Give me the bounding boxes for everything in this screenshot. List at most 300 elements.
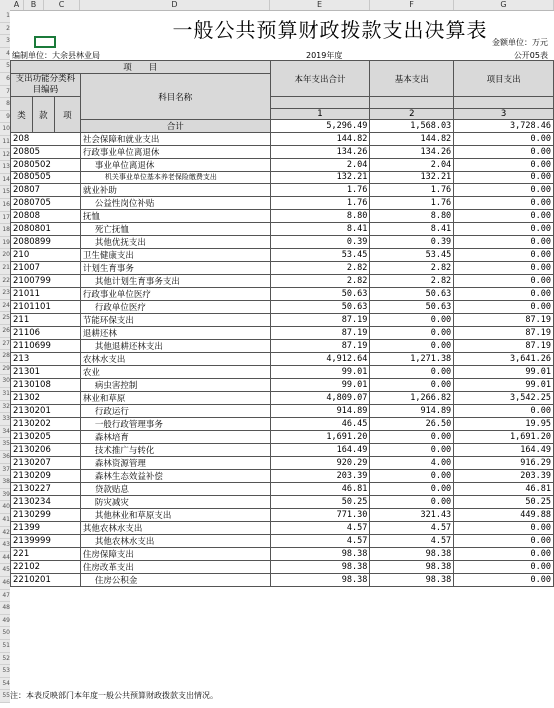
amount-basic[interactable]: 50.63 <box>370 287 454 300</box>
header-code-group[interactable]: 支出功能分类科目编码 <box>11 74 81 97</box>
table-row[interactable] <box>11 469 554 482</box>
amount-project[interactable]: 0.00 <box>454 172 554 184</box>
table-row[interactable] <box>11 235 554 248</box>
amount-basic[interactable]: 4.57 <box>370 521 454 534</box>
amount-basic[interactable]: 1,266.82 <box>370 391 454 404</box>
amount-total[interactable]: 0.39 <box>270 235 370 248</box>
org-label: 编制单位：大余县林业局 <box>12 51 100 60</box>
subject-code[interactable]: 221 <box>11 547 81 560</box>
amount-project[interactable]: 0.00 <box>454 222 554 235</box>
amount-project[interactable]: 0.00 <box>454 183 554 196</box>
amount-total[interactable]: 4,809.07 <box>270 391 370 404</box>
column-header-d[interactable]: D <box>80 0 270 10</box>
header-basic[interactable]: 基本支出 <box>370 61 454 97</box>
row-header[interactable]: 21 <box>0 262 10 275</box>
subject-code[interactable]: 2130299 <box>11 508 81 521</box>
amount-total[interactable]: 914.89 <box>270 404 370 417</box>
subject-name[interactable]: 其他优抚支出 <box>80 235 270 248</box>
table-row[interactable] <box>11 222 554 235</box>
amount-basic[interactable]: 53.45 <box>370 248 454 261</box>
subject-code[interactable]: 2130209 <box>11 469 81 482</box>
amount-project[interactable]: 164.49 <box>454 443 554 456</box>
subject-name[interactable]: 森林培育 <box>80 430 270 443</box>
footnote: 注：本表反映部门本年度一般公共预算财政拨款支出情况。 <box>10 691 218 700</box>
subject-name[interactable]: 其他计划生育事务支出 <box>80 274 270 287</box>
subject-name[interactable]: 森林资源管理 <box>80 456 270 469</box>
row-header[interactable]: 31 <box>0 388 10 401</box>
amount-project[interactable]: 0.00 <box>454 133 554 146</box>
subject-name[interactable]: 退耕还林 <box>80 326 270 339</box>
amount-total[interactable]: 1.76 <box>270 196 370 209</box>
subject-name[interactable]: 行政单位医疗 <box>80 300 270 313</box>
worksheet[interactable] <box>10 10 554 708</box>
amount-total[interactable]: 50.63 <box>270 300 370 313</box>
subject-code[interactable]: 2080899 <box>11 235 81 248</box>
amount-basic[interactable]: 8.80 <box>370 209 454 222</box>
active-cell-selection[interactable] <box>34 36 56 48</box>
table-row[interactable] <box>11 313 554 326</box>
column-header-f[interactable]: F <box>370 0 454 10</box>
expenditure-table <box>10 60 554 587</box>
row-header[interactable]: 34 <box>0 426 10 439</box>
subject-code[interactable]: 21106 <box>11 326 81 339</box>
row-header[interactable]: 23 <box>0 287 10 300</box>
subject-code[interactable]: 2130227 <box>11 482 81 495</box>
table-row[interactable] <box>11 146 554 159</box>
subject-code[interactable]: 20808 <box>11 209 81 222</box>
column-header-g[interactable]: G <box>454 0 554 10</box>
amount-basic[interactable]: 8.41 <box>370 222 454 235</box>
table-row[interactable] <box>11 560 554 573</box>
row-header[interactable]: 41 <box>0 514 10 527</box>
subject-name[interactable]: 节能环保支出 <box>80 313 270 326</box>
amount-basic[interactable]: 98.38 <box>370 547 454 560</box>
amount-project[interactable]: 1,691.20 <box>454 430 554 443</box>
subject-code[interactable]: 213 <box>11 352 81 365</box>
amount-project[interactable]: 50.25 <box>454 495 554 508</box>
amount-project[interactable]: 449.88 <box>454 508 554 521</box>
amount-total[interactable]: 99.01 <box>270 378 370 391</box>
amount-basic[interactable]: 2.82 <box>370 274 454 287</box>
subject-name[interactable]: 其他农林水支出 <box>80 521 270 534</box>
amount-basic[interactable]: 144.82 <box>370 133 454 146</box>
subject-name[interactable]: 其他林业和草原支出 <box>80 508 270 521</box>
header-item-group[interactable]: 项 目 <box>11 61 271 74</box>
amount-basic[interactable]: 1.76 <box>370 196 454 209</box>
row-header[interactable]: 33 <box>0 413 10 426</box>
amount-project[interactable]: 0.00 <box>454 274 554 287</box>
row-header[interactable]: 48 <box>0 602 10 615</box>
amount-project[interactable]: 0.00 <box>454 521 554 534</box>
amount-total[interactable]: 98.38 <box>270 547 370 560</box>
row-header[interactable]: 2 <box>0 23 10 36</box>
subject-name[interactable]: 机关事业单位基本养老保险缴费支出 <box>80 172 270 184</box>
amount-project[interactable]: 0.00 <box>454 404 554 417</box>
report-title: 一般公共预算财政拨款支出决算表 <box>172 18 488 42</box>
amount-basic[interactable]: 321.43 <box>370 508 454 521</box>
row-header[interactable]: 19 <box>0 237 10 250</box>
table-row[interactable] <box>11 404 554 417</box>
subject-name[interactable]: 计划生育事务 <box>80 261 270 274</box>
row-header[interactable]: 7 <box>0 86 10 99</box>
amount-total[interactable]: 4.57 <box>270 534 370 547</box>
subject-name[interactable]: 贷款贴息 <box>80 482 270 495</box>
subject-name[interactable]: 住房保障支出 <box>80 547 270 560</box>
amount-basic[interactable]: 1,271.38 <box>370 352 454 365</box>
subject-code[interactable]: 208 <box>11 133 81 146</box>
amount-basic[interactable]: 0.00 <box>370 495 454 508</box>
row-header[interactable]: 14 <box>0 174 10 187</box>
table-row[interactable] <box>11 172 554 184</box>
row-header[interactable]: 37 <box>0 464 10 477</box>
subject-name[interactable]: 林业和草原 <box>80 391 270 404</box>
subject-name[interactable]: 技术推广与转化 <box>80 443 270 456</box>
subject-code[interactable]: 21302 <box>11 391 81 404</box>
amount-total[interactable]: 99.01 <box>270 365 370 378</box>
amount-basic[interactable]: 132.21 <box>370 172 454 184</box>
amount-basic[interactable]: 98.38 <box>370 560 454 573</box>
subject-code[interactable]: 210 <box>11 248 81 261</box>
row-header[interactable]: 6 <box>0 73 10 86</box>
amount-project[interactable]: 0.00 <box>454 235 554 248</box>
amount-project[interactable]: 19.95 <box>454 417 554 430</box>
amount-project[interactable]: 99.01 <box>454 378 554 391</box>
row-header[interactable]: 24 <box>0 300 10 313</box>
amount-basic[interactable]: 0.39 <box>370 235 454 248</box>
table-row[interactable] <box>11 133 554 146</box>
header-total[interactable]: 本年支出合计 <box>270 61 370 97</box>
amount-total[interactable]: 2.82 <box>270 274 370 287</box>
row-header[interactable]: 52 <box>0 653 10 666</box>
header-col2[interactable]: 2 <box>370 108 454 120</box>
amount-project[interactable]: 0.00 <box>454 300 554 313</box>
subject-name[interactable]: 事业单位离退休 <box>80 159 270 172</box>
project-sum[interactable]: 3,728.46 <box>454 120 554 133</box>
amount-total[interactable]: 98.38 <box>270 573 370 586</box>
row-header[interactable]: 12 <box>0 149 10 162</box>
amount-basic[interactable]: 0.00 <box>370 482 454 495</box>
subject-code[interactable]: 20807 <box>11 183 81 196</box>
table-row[interactable] <box>11 443 554 456</box>
amount-project[interactable]: 3,542.25 <box>454 391 554 404</box>
subject-code[interactable]: 2101101 <box>11 300 81 313</box>
amount-basic[interactable]: 0.00 <box>370 469 454 482</box>
row-header[interactable]: 5 <box>0 60 10 73</box>
row-header[interactable]: 42 <box>0 527 10 540</box>
row-header[interactable]: 50 <box>0 627 10 640</box>
subject-code[interactable]: 21399 <box>11 521 81 534</box>
subject-name[interactable]: 防灾减灾 <box>80 495 270 508</box>
subject-code[interactable]: 2080705 <box>11 196 81 209</box>
amount-total[interactable]: 203.39 <box>270 469 370 482</box>
row-header[interactable]: 36 <box>0 451 10 464</box>
amount-project[interactable]: 0.00 <box>454 560 554 573</box>
column-header-c[interactable]: C <box>44 0 80 10</box>
table-row[interactable] <box>11 352 554 365</box>
header-col1[interactable]: 1 <box>270 108 370 120</box>
table-row[interactable] <box>11 196 554 209</box>
subject-name[interactable]: 社会保障和就业支出 <box>80 133 270 146</box>
subject-code[interactable]: 2100799 <box>11 274 81 287</box>
subject-code[interactable]: 2080801 <box>11 222 81 235</box>
row-header[interactable]: 9 <box>0 111 10 124</box>
row-header[interactable]: 18 <box>0 224 10 237</box>
amount-basic[interactable]: 0.00 <box>370 378 454 391</box>
basic-sum[interactable]: 1,568.03 <box>370 120 454 133</box>
subject-name[interactable]: 住房公积金 <box>80 573 270 586</box>
amount-total[interactable]: 50.63 <box>270 287 370 300</box>
subject-name[interactable]: 行政运行 <box>80 404 270 417</box>
table-row[interactable] <box>11 183 554 196</box>
row-header[interactable]: 3 <box>0 35 10 48</box>
amount-basic[interactable]: 0.00 <box>370 313 454 326</box>
row-header[interactable]: 51 <box>0 640 10 653</box>
subject-code[interactable]: 2130201 <box>11 404 81 417</box>
table-row[interactable] <box>11 248 554 261</box>
header-name[interactable]: 科目名称 <box>80 74 270 120</box>
table-row[interactable] <box>11 573 554 586</box>
amount-total[interactable]: 46.81 <box>270 482 370 495</box>
table-row[interactable] <box>11 339 554 352</box>
row-header[interactable]: 46 <box>0 577 10 590</box>
header-xiang[interactable]: 项 <box>54 97 80 133</box>
amount-basic[interactable]: 98.38 <box>370 573 454 586</box>
amount-basic[interactable]: 1.76 <box>370 183 454 196</box>
amount-project[interactable]: 0.00 <box>454 547 554 560</box>
subject-name[interactable]: 病虫害控制 <box>80 378 270 391</box>
amount-total[interactable]: 50.25 <box>270 495 370 508</box>
amount-basic[interactable]: 0.00 <box>370 326 454 339</box>
table-row[interactable] <box>11 300 554 313</box>
amount-project[interactable]: 0.00 <box>454 573 554 586</box>
amount-total[interactable]: 144.82 <box>270 133 370 146</box>
amount-project[interactable]: 46.81 <box>454 482 554 495</box>
amount-total[interactable]: 164.49 <box>270 443 370 456</box>
subject-name[interactable]: 其他农林水支出 <box>80 534 270 547</box>
amount-project[interactable]: 87.19 <box>454 339 554 352</box>
amount-total[interactable]: 8.80 <box>270 209 370 222</box>
amount-basic[interactable]: 0.00 <box>370 443 454 456</box>
row-header[interactable]: 27 <box>0 338 10 351</box>
year-label: 2019年度 <box>306 51 343 60</box>
row-header[interactable]: 30 <box>0 375 10 388</box>
table-row[interactable] <box>11 547 554 560</box>
subject-name[interactable]: 农林水支出 <box>80 352 270 365</box>
amount-total[interactable]: 8.41 <box>270 222 370 235</box>
subject-name[interactable]: 森林生态效益补偿 <box>80 469 270 482</box>
row-header[interactable]: 13 <box>0 161 10 174</box>
amount-project[interactable]: 0.00 <box>454 534 554 547</box>
amount-basic[interactable]: 4.00 <box>370 456 454 469</box>
form-code: 公开05表 <box>513 51 548 60</box>
row-header[interactable]: 35 <box>0 438 10 451</box>
amount-basic[interactable]: 4.57 <box>370 534 454 547</box>
subject-code[interactable]: 20805 <box>11 146 81 159</box>
amount-total[interactable]: 98.38 <box>270 560 370 573</box>
subject-code[interactable]: 2110699 <box>11 339 81 352</box>
amount-total[interactable]: 920.29 <box>270 456 370 469</box>
subject-name[interactable]: 行政事业单位医疗 <box>80 287 270 300</box>
amount-basic[interactable]: 26.50 <box>370 417 454 430</box>
subject-code[interactable]: 2139999 <box>11 534 81 547</box>
table-row[interactable] <box>11 209 554 222</box>
amount-basic[interactable]: 0.00 <box>370 430 454 443</box>
amount-project[interactable]: 0.00 <box>454 196 554 209</box>
subject-name[interactable]: 就业补助 <box>80 183 270 196</box>
subject-code[interactable]: 2130202 <box>11 417 81 430</box>
subject-name[interactable]: 农业 <box>80 365 270 378</box>
table-row[interactable] <box>11 534 554 547</box>
row-header[interactable]: 26 <box>0 325 10 338</box>
amount-total[interactable]: 1.76 <box>270 183 370 196</box>
amount-project[interactable]: 3,641.26 <box>454 352 554 365</box>
amount-basic[interactable]: 0.00 <box>370 365 454 378</box>
amount-project[interactable]: 99.01 <box>454 365 554 378</box>
row-header[interactable]: 22 <box>0 275 10 288</box>
header-project[interactable]: 项目支出 <box>454 61 554 97</box>
table-row[interactable] <box>11 287 554 300</box>
column-header-b[interactable]: B <box>24 0 44 10</box>
row-header[interactable]: 49 <box>0 615 10 628</box>
amount-project[interactable]: 0.00 <box>454 146 554 159</box>
subject-code[interactable]: 2130206 <box>11 443 81 456</box>
row-header[interactable]: 47 <box>0 590 10 603</box>
table-row[interactable] <box>11 521 554 534</box>
header-col3[interactable]: 3 <box>454 108 554 120</box>
row-header[interactable]: 53 <box>0 665 10 678</box>
row-header[interactable]: 54 <box>0 678 10 691</box>
header-spacer-f <box>370 97 454 109</box>
amount-basic[interactable]: 50.63 <box>370 300 454 313</box>
subject-code[interactable]: 2080505 <box>11 172 81 184</box>
amount-total[interactable]: 53.45 <box>270 248 370 261</box>
row-header[interactable]: 16 <box>0 199 10 212</box>
amount-project[interactable]: 0.00 <box>454 287 554 300</box>
row-header[interactable]: 40 <box>0 501 10 514</box>
header-spacer-e <box>270 97 370 109</box>
table-row[interactable] <box>11 495 554 508</box>
row-header[interactable]: 4 <box>0 48 10 61</box>
row-header[interactable]: 15 <box>0 186 10 199</box>
header-spacer-g <box>454 97 554 109</box>
amount-project[interactable]: 203.39 <box>454 469 554 482</box>
table-row[interactable] <box>11 159 554 172</box>
subject-code[interactable]: 21007 <box>11 261 81 274</box>
table-row[interactable] <box>11 456 554 469</box>
subject-name[interactable]: 住房改革支出 <box>80 560 270 573</box>
row-header[interactable]: 29 <box>0 363 10 376</box>
table-row[interactable] <box>11 508 554 521</box>
row-header[interactable]: 39 <box>0 489 10 502</box>
unit-label: 金额单位：万元 <box>492 38 548 47</box>
header-kuan[interactable]: 款 <box>32 97 54 133</box>
table-row[interactable] <box>11 365 554 378</box>
row-header[interactable]: 8 <box>0 98 10 111</box>
subject-code[interactable]: 21301 <box>11 365 81 378</box>
row-header[interactable]: 43 <box>0 539 10 552</box>
header-heji[interactable]: 合计 <box>80 120 270 133</box>
amount-total[interactable]: 2.82 <box>270 261 370 274</box>
table-row[interactable] <box>11 274 554 287</box>
subject-code[interactable]: 2130207 <box>11 456 81 469</box>
total-sum[interactable]: 5,296.49 <box>270 120 370 133</box>
table-row[interactable] <box>11 482 554 495</box>
amount-basic[interactable]: 2.82 <box>370 261 454 274</box>
subject-name[interactable]: 卫生健康支出 <box>80 248 270 261</box>
row-header[interactable]: 25 <box>0 312 10 325</box>
amount-total[interactable]: 46.45 <box>270 417 370 430</box>
row-header[interactable]: 28 <box>0 350 10 363</box>
subject-code[interactable]: 2210201 <box>11 573 81 586</box>
header-lei[interactable]: 类 <box>11 97 33 133</box>
row-header[interactable]: 10 <box>0 123 10 136</box>
amount-project[interactable]: 0.00 <box>454 159 554 172</box>
row-header[interactable]: 32 <box>0 401 10 414</box>
column-header-a[interactable]: A <box>10 0 24 10</box>
subject-name[interactable]: 抚恤 <box>80 209 270 222</box>
row-header[interactable]: 11 <box>0 136 10 149</box>
amount-total[interactable]: 134.26 <box>270 146 370 159</box>
row-header[interactable]: 20 <box>0 249 10 262</box>
row-header[interactable]: 17 <box>0 212 10 225</box>
row-header[interactable]: 45 <box>0 564 10 577</box>
subject-code[interactable]: 211 <box>11 313 81 326</box>
amount-project[interactable]: 87.19 <box>454 326 554 339</box>
amount-basic[interactable]: 914.89 <box>370 404 454 417</box>
subject-name[interactable]: 行政事业单位离退休 <box>80 146 270 159</box>
row-header[interactable]: 38 <box>0 476 10 489</box>
amount-total[interactable]: 771.30 <box>270 508 370 521</box>
amount-project[interactable]: 0.00 <box>454 261 554 274</box>
table-row[interactable] <box>11 326 554 339</box>
row-header[interactable]: 55 <box>0 690 10 703</box>
table-row[interactable] <box>11 430 554 443</box>
subject-code[interactable]: 22102 <box>11 560 81 573</box>
amount-total[interactable]: 4,912.64 <box>270 352 370 365</box>
amount-basic[interactable]: 2.04 <box>370 159 454 172</box>
table-row[interactable] <box>11 261 554 274</box>
amount-project[interactable]: 0.00 <box>454 209 554 222</box>
table-row[interactable] <box>11 378 554 391</box>
amount-total[interactable]: 2.04 <box>270 159 370 172</box>
row-header[interactable]: 1 <box>0 10 10 23</box>
subject-name[interactable]: 公益性岗位补贴 <box>80 196 270 209</box>
amount-total[interactable]: 4.57 <box>270 521 370 534</box>
subject-code[interactable]: 2130234 <box>11 495 81 508</box>
subject-code[interactable]: 2080502 <box>11 159 81 172</box>
subject-name[interactable]: 一般行政管理事务 <box>80 417 270 430</box>
table-row[interactable] <box>11 391 554 404</box>
subject-code[interactable]: 2130108 <box>11 378 81 391</box>
amount-basic[interactable]: 134.26 <box>370 146 454 159</box>
amount-project[interactable]: 0.00 <box>454 248 554 261</box>
subject-code[interactable]: 21011 <box>11 287 81 300</box>
amount-project[interactable]: 916.29 <box>454 456 554 469</box>
amount-total[interactable]: 132.21 <box>270 172 370 184</box>
amount-total[interactable]: 1,691.20 <box>270 430 370 443</box>
amount-total[interactable]: 87.19 <box>270 339 370 352</box>
table-row[interactable] <box>11 417 554 430</box>
subject-code[interactable]: 2130205 <box>11 430 81 443</box>
amount-basic[interactable]: 0.00 <box>370 339 454 352</box>
amount-total[interactable]: 87.19 <box>270 326 370 339</box>
subject-name[interactable]: 其他退耕还林支出 <box>80 339 270 352</box>
row-header[interactable]: 44 <box>0 552 10 565</box>
column-header-e[interactable]: E <box>270 0 370 10</box>
amount-project[interactable]: 87.19 <box>454 313 554 326</box>
amount-total[interactable]: 87.19 <box>270 313 370 326</box>
subject-name[interactable]: 死亡抚恤 <box>80 222 270 235</box>
